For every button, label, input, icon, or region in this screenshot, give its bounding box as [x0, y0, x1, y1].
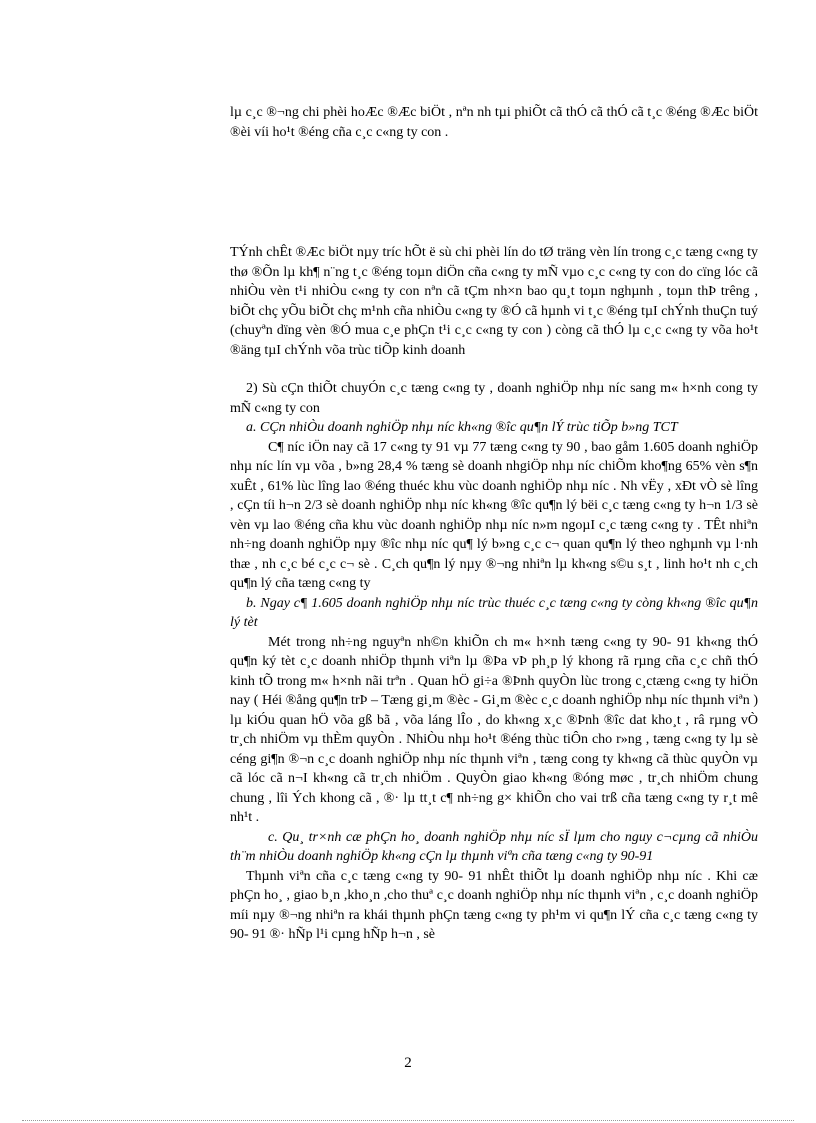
body-paragraph-text: TÝnh chÊt ®Æc biÖt nµy tríc hÕt ë sù chi phèi lín do tØ träng vèn lín trong c¸c tæng c«ng ty thø ®Õn lµ kh¶ n¨ng t¸c ®éng toµn diÖn cña c«ng ty mÑ vµo c¸c c«ng ty con do cïng lóc cã nhiÒu vèn t¹i nhiÒu c«ng ty con nªn cã tÇm nh×n bao qu¸t toµn nghµnh , toµn thÞ trêng , biÕt chç yÕu biÕt chç m¹nh cña nhiÒu c«ng ty ®Ó cã hµnh vi t¸c ®éng tµI chÝnh thuÇn tuý (chuyªn dïng vèn ®Ó mua c¸e phÇn t¹i c¸c c«ng ty con ) còng cã thÓ lµ c¸c c«ng ty võa ho¹t ®äng tµI chÝnh võa trùc tiÕp kinh doanh: [230, 245, 758, 358]
section-2: [230, 379, 758, 945]
footer-dotted-rule: [22, 1120, 794, 1121]
subsection-b-heading: b. Ngay c¶ 1.605 doanh nghiÖp nhµ níc trùc thuéc c¸c tæng c«ng ty còng kh«ng ®îc qu¶n lý tèt: [230, 595, 758, 630]
subsection-c-body: Thµnh viªn cña c¸c tæng c«ng ty 90- 91 nhÊt thiÕt lµ doanh nghiÖp nhµ níc . Khi cæ phÇn ho¸ , giao b¸n ,kho¸n ,cho thuª c¸c doanh nghiÖp nhµ níc thµnh viªn , c¸c doanh nghiÖp míi nµy ®¬ng nhiªn ra khái thµnh phÇn tæng c«ng ty ph¹m vi qu¶n lÝ cña c¸c tæng c«ng ty 90- 91 ®· hÑp l¹i cµng hÑp h¬n , sè: [230, 868, 758, 942]
intro-text: lµ c¸c ®¬ng chi phèi hoÆc ®Æc biÖt , nªn nh tµi phiÕt cã thÓ cã thÓ cã t¸c ®éng ®Æc biÖt ®èi víi ho¹t ®éng cña c¸c c«ng ty con .: [230, 105, 758, 140]
subsection-c-heading: c. Qu¸ tr×nh cæ phÇn ho¸ doanh nghiÖp nhµ níc sÏ lµm cho nguy c¬cµng cã nhiÒu th¨m nhiÒu doanh nghiÖp kh«ng cÇn lµ thµnh viªn cña tæng c«ng ty 90-91: [230, 829, 758, 864]
section-2-heading: 2) Sù cÇn thiÕt chuyÓn c¸c tæng c«ng ty , doanh nghiÖp nhµ níc sang m« h×nh cong ty mÑ c«ng ty con: [230, 381, 758, 416]
subsection-a-heading: a. CÇn nhiÒu doanh nghiÖp nhµ níc kh«ng ®îc qu¶n lÝ trùc tiÕp b»ng TCT: [246, 420, 678, 435]
intro-paragraph: [230, 103, 758, 142]
subsection-a-body: C¶ níc iÖn nay cã 17 c«ng ty 91 vµ 77 tæng c«ng ty 90 , bao gåm 1.605 doanh nghiÖp nhµ níc lín vµ võa , b»ng 28,4 % tæng sè doanh nhgiÖp nhµ níc chiÕm kho¶ng 65% vèn s¶n xuÊt , 61% lùc lîng lao ®éng thuéc khu vùc doanh nghiÖp nhµ níc . Nh vËy , xÐt vÒ sè lîng , cÇn tíi h¬n 2/3 sè doanh nghiÖp nhµ níc kh«ng ®îc qu¶n lý bëi c¸c tæng c«ng ty h¬n 1/3 sè vèn vµ lao ®éng cña khu vùc doanh nghiÖp nhµ níc n»m ngoµI c¸c tæng c«ng ty . TÊt nhiªn nh÷ng doanh nghiÖp nµy ®îc nhµ níc qu¶ lý b»ng c¸c c¬ quan qu¶n lý theo nghµnh vµ l·nh thæ , nh c¸c bé c¸c c¬ sè . C¸ch qu¶n lý nµy ®¬ng nhiªn lµ kh«ng s©u s¸t , linh ho¹t nh c¸ch qu¶n lý cña tæng c«ng ty: [230, 439, 758, 591]
subsection-b-body: Mét trong nh÷ng nguyªn nh©n khiÕn ch m« h×nh tæng c«ng ty 90- 91 kh«ng thÓ qu¶n ký tèt c¸c doanh nhiÖp thµnh viªn lµ ®Þa vÞ ph¸p lý khong rã rµng cña c¸c chñ thÓ kinh tÕ trong m« h×nh nãi trªn . Quan hÖ gi÷a ®Þnh quyÒn lùc trong c¸ctæng c«ng ty hiÖn nay ( Héi ®ång qu¶n trÞ – Tæng gi¸m ®èc - Gi¸m ®èc c¸c doanh nghiÖp nhµ níc thµnh viªn ) lµ kiÓu quan hÖ võa gß bã , võa láng lÎo , do kh«ng x¸c ®Þnh ®îc dat kho¸t , râ rµng vÒ tr¸ch nhiÖm vµ thÈm quyÒn . NhiÒu nhµ ho¹t ®éng thùc tiÔn cho r»ng , tæng c«ng ty lµ sè céng gi¶n ®¬n c¸c doanh nghiÖp nhµ níc thµnh viªn , tæng cong ty kh«ng cã thùc quyÒn vµ cã lóc cã n¬I kh«ng cã tr¸ch nhiÖm . QuyÒn giao kh«ng ®óng møc , tr¸ch nhiÖm chung chung , lîi Ých khong cã , ®· lµ tt¸t c¶ nh÷ng g× khiÕn cho vai trß cña tæng c«ng ty r¸t mê nh¹t .: [230, 634, 758, 825]
page-number: 2: [404, 1055, 412, 1071]
body-paragraph: [230, 243, 758, 360]
